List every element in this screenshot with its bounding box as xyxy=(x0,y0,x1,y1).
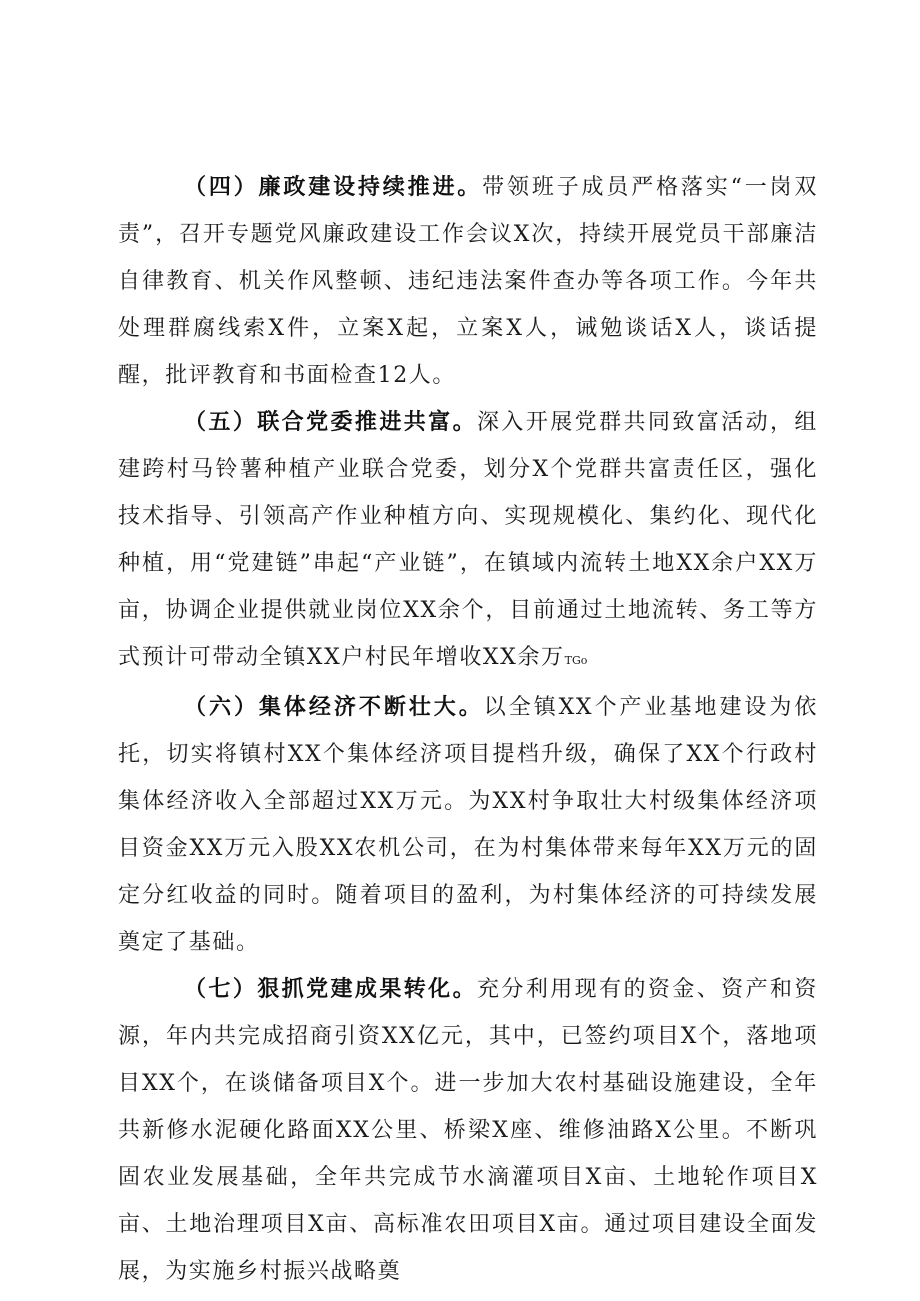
paragraph-heading: （七）狠抓党建成果转化。 xyxy=(184,976,477,1002)
paragraph-text: 带领班子成员严格落实“一岗双责”，召开专题党风廉政建设工作会议X次，持续开展党员干部廉洁自律教育、机关作风整顿、违纪违法案件查办等各项工作。今年共处理群腐线索X件，立案X起，立案X人，诫勉谈话X人，谈话提醒，批评教育和书面检查12人。 xyxy=(118,175,818,388)
paragraph-heading: （四）廉政建设持续推进。 xyxy=(184,174,483,200)
document-body xyxy=(118,164,818,1295)
paragraph-heading: （六）集体经济不断壮大。 xyxy=(184,694,484,720)
paragraph-6 xyxy=(118,684,818,966)
paragraph-text: 以全镇XX个产业基地建设为依托，切实将镇村XX个集体经济项目提档升级，确保了XX个行政村集体经济收入全部超过XX万元。为XX村争取壮大村级集体经济项目资金XX万元入股XX农机公司，在为村集体带来每年XX万元的固定分红收益的同时。随着项目的盈利，为村集体经济的可持续发展奠定了基础。 xyxy=(118,695,818,955)
paragraph-text: 深入开展党群共同致富活动，组建跨村马铃薯种植产业联合党委，划分X个党群共富责任区，强化技术指导、引领高产作业种植方向、实现规模化、集约化、现代化种植，用“党建链”串起“产业链”，在镇域内流转土地XX余户XX万亩，协调企业提供就业岗位XX余个，目前通过土地流转、务工等方式预计可带动全镇XX户村民年增收XX余万 xyxy=(118,410,819,670)
paragraph-5 xyxy=(118,399,818,684)
paragraph-text: 充分利用现有的资金、资产和资源，年内共完成招商引资XX亿元，其中，已签约项目X个，落地项目XX个，在谈储备项目X个。进一步加大农村基础设施建设，全年共新修水泥硬化路面XX公里、桥梁X座、维修油路X公里。不断巩固农业发展基础，全年共完成节水滴灌项目X亩、土地轮作项目X亩、土地治理项目X亩、高标准农田项目X亩。通过项目建设全面发展，为实施乡村振兴战略奠 xyxy=(118,977,819,1284)
paragraph-tail: TGo xyxy=(564,654,588,667)
paragraph-7 xyxy=(118,966,818,1295)
paragraph-4 xyxy=(118,164,818,399)
paragraph-heading: （五）联合党委推进共富。 xyxy=(184,409,477,435)
